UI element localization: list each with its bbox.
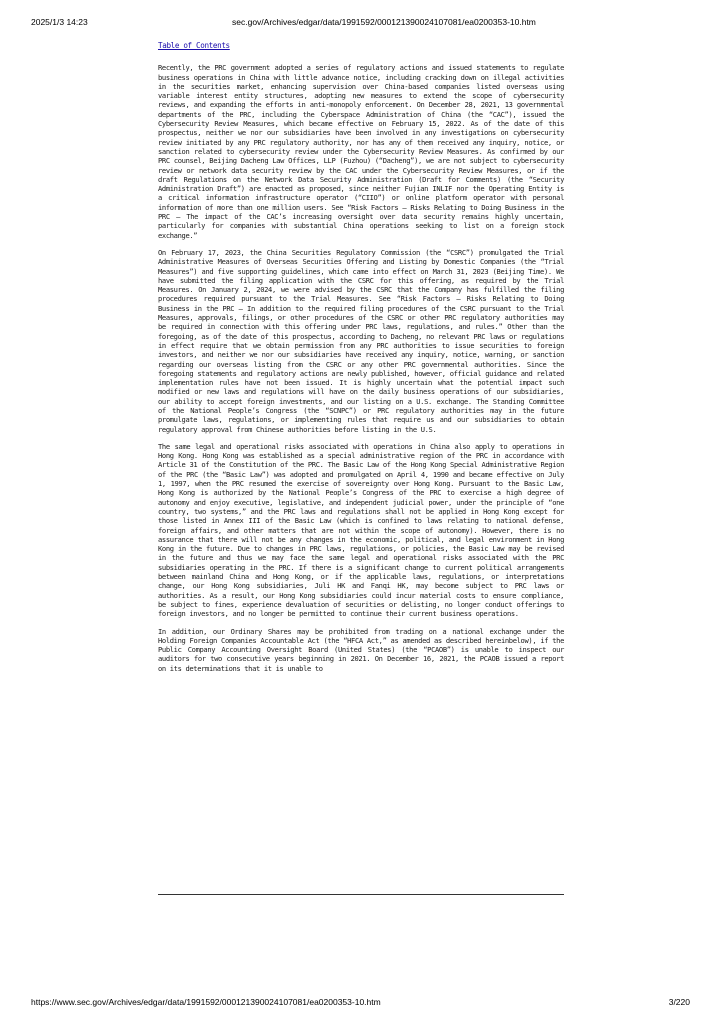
page-number: 3/220 — [668, 997, 690, 1007]
paragraph-hfca-act: In addition, our Ordinary Shares may be prohibited from trading on a national exchange under the Holding Foreign Companies Accountable Act (the “HFCA Act,” as amended as described hereinbelow), if the Public Company Accounting Oversight Board (United States) (the “PCAOB”) is unable to inspect our auditors for two consecutive years beginning in 2021. On December 16, 2021, the PCAOB issued a report on its determinations that it is unable to — [158, 626, 564, 673]
print-page-url: sec.gov/Archives/edgar/data/1991592/000121390024107081/ea0200353-10.htm — [232, 17, 536, 27]
footnote-divider — [158, 894, 564, 895]
document-body — [158, 41, 564, 681]
paragraph-cybersecurity-review: Recently, the PRC government adopted a series of regulatory actions and issued statements to regulate business operations in China with little advance notice, including cracking down on illegal activities in the securities market, enhancing supervision over China-based companies listed overseas using variable interest entity structures, adopting new measures to extend the scope of cybersecurity reviews, and expanding the efforts in anti-monopoly enforcement. On December 28, 2021, 13 governmental departments of the PRC, including the Cyberspace Administration of China (the “CAC”), issued the Cybersecurity Review Measures, which became effective on February 15, 2022. As of the date of this prospectus, neither we nor our subsidiaries have been involved in any investigations on cybersecurity review initiated by any PRC regulatory authority, nor has any of them received any inquiry, notice, or sanction related to cybersecurity review under the Cybersecurity Review Measures. As confirmed by our PRC counsel, Beijing Dacheng Law Offices, LLP (Fuzhou) (“Dacheng”), we are not subject to cybersecurity review or network data security review by the CAC under the Cybersecurity Review Measures, or if the draft Regulations on the Network Data Security Administration (Draft for Comments) (the “Security Administration Draft”) are enacted as proposed, since neither Fujian INLIF nor the Operating Entity is a critical information infrastructure operator (“CIIO”) or online platform operator with personal information of more than one million users. See “Risk Factors — Risks Relating to Doing Business in the PRC — The impact of the CAC’s increasing oversight over data security remains highly uncertain, particularly for companies with substantial China operations seeking to list on a foreign stock exchange.” — [158, 63, 564, 240]
table-of-contents-link[interactable]: Table of Contents — [158, 41, 230, 50]
footer-page-url: https://www.sec.gov/Archives/edgar/data/1991592/000121390024107081/ea0200353-10.htm — [31, 997, 381, 1007]
paragraph-hong-kong-risks: The same legal and operational risks associated with operations in China also apply to operations in Hong Kong. Hong Kong was established as a special administrative region of the PRC in accordance with Article 31 of the Constitution of the PRC. The Basic Law of the Hong Kong Special Administrative Region of the PRC (the “Basic Law”) was adopted and promulgated on April 4, 1990 and became effective on July 1, 1997, when the PRC resumed the exercise of sovereignty over Hong Kong. Pursuant to the Basic Law, Hong Kong is authorized by the National People’s Congress of the PRC to exercise a high degree of autonomy and enjoy executive, legislative, and independent judicial power, under the principle of “one country, two systems,” and the PRC laws and regulations shall not be applied in Hong Kong except for those listed in Annex III of the Basic Law (which is confined to laws relating to national defense, foreign affairs, and other matters that are not within the scope of autonomy). However, there is no assurance that there will not be any changes in the economic, political, and legal environment in Hong Kong in the future. Due to changes in PRC laws, regulations, or policies, the Basic Law may be revised in the future and thus we may face the same legal and operational risks associated with the PRC subsidiaries operating in the PRC. If there is a significant change to current political arrangements between mainland China and Hong Kong, or if the applicable laws, regulations, or interpretations change, our Hong Kong subsidiaries, Juli HK and Fanqi HK, may become subject to PRC laws or authorities. As a result, our Hong Kong subsidiaries could incur material costs to ensure compliance, be subject to fines, experience devaluation of securities or delisting, no longer conduct offerings to foreign investors, and no longer be permitted to continue their current business operations. — [158, 441, 564, 619]
print-datetime: 2025/1/3 14:23 — [31, 17, 88, 27]
paragraph-csrc-trial-measures: On February 17, 2023, the China Securities Regulatory Commission (the “CSRC”) promulgated the Trial Administrative Measures of Overseas Securities Offering and Listing by Domestic Companies (the “Trial Measures”) and five supporting guidelines, which came into effect on March 31, 2023 (Beijing Time). We have submitted the filing application with the CSRC for this offering, as required by the Trial Measures. On January 2, 2024, we were advised by the CSRC that the Company has fulfilled the filing procedures required pursuant to the Trial Measures. See “Risk Factors — Risks Relating to Doing Business in the PRC — In addition to the required filing procedures of the CSRC pursuant to the Trial Measures, approvals, filings, or other procedures of the CSRC or other PRC regulatory authorities may be required in connection with this offering under PRC laws, regulations, and rules.” Other than the foregoing, as of the date of this prospectus, according to Dacheng, no relevant PRC laws or regulations in effect require that we obtain permission from any PRC authorities to issue securities to foreign investors, and neither we nor our subsidiaries have received any inquiry, notice, warning, or sanction regarding our overseas listing from the CSRC or any other PRC governmental authorities. Since the foregoing statements and regulatory actions are newly published, however, official guidance and related implementation rules have not been issued. It is highly uncertain what the potential impact such modified or new laws and regulations will have on the daily business operations of our subsidiaries, our ability to accept foreign investments, and our listing on a U.S. exchange. The Standing Committee of the National People’s Congress (the “SCNPC”) or PRC regulatory authorities may in the future promulgate laws, regulations, or implementing rules that require us and our subsidiaries to obtain regulatory approval from Chinese authorities before listing in the U.S. — [158, 247, 564, 434]
